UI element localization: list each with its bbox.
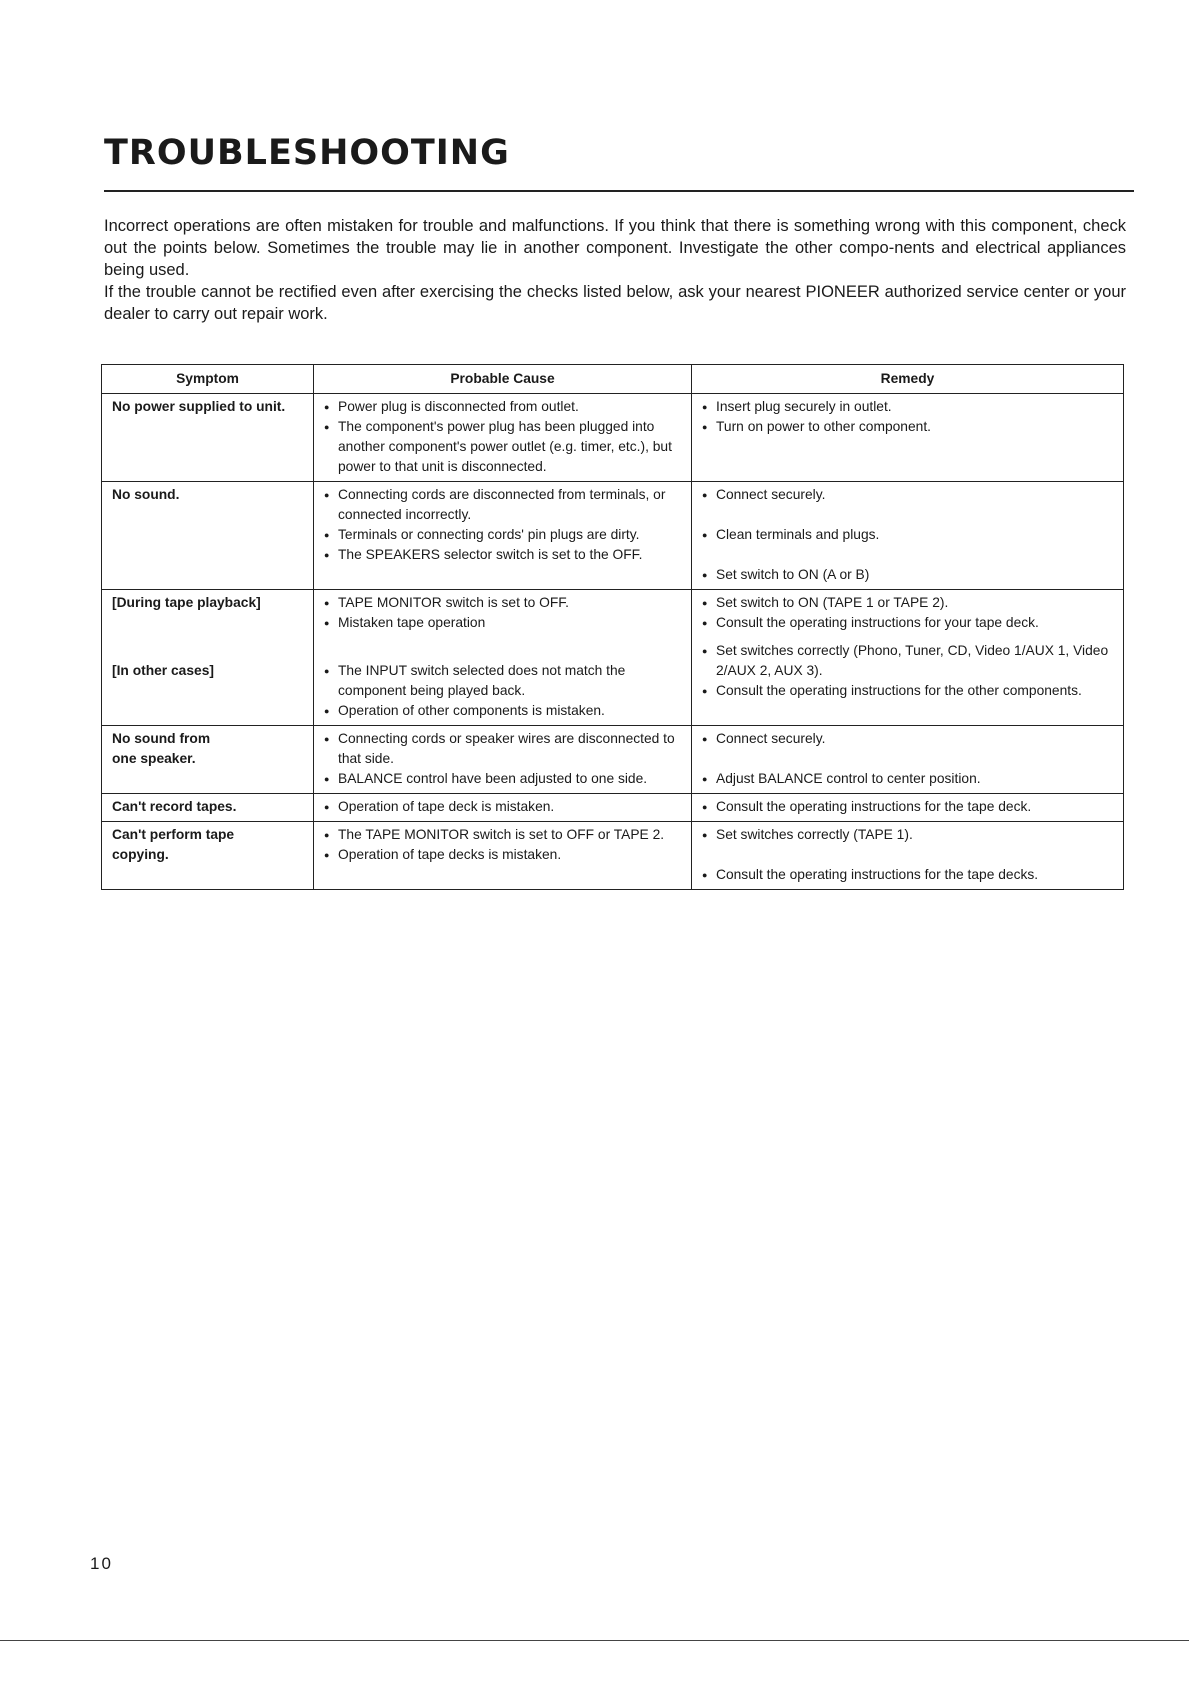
cause-item: ● Operation of tape decks is mistaken. <box>324 845 681 865</box>
remedy-item: ● Clean terminals and plugs. <box>702 525 1113 545</box>
cause-item: ● The TAPE MONITOR switch is set to OFF or TAPE 2. <box>324 825 681 845</box>
remedy-item: ● Consult the operating instructions for your tape deck. <box>702 613 1113 633</box>
symptom-cell <box>102 822 314 890</box>
header-symptom: Symptom <box>102 365 314 394</box>
symptom-label: [During tape playback] <box>112 595 261 610</box>
troubleshooting-table <box>101 364 1124 890</box>
cause-item: ● Operation of other components is mistaken. <box>324 701 681 721</box>
table-row <box>102 590 1124 726</box>
symptom-label: [In other cases] <box>112 663 214 678</box>
header-remedy: Remedy <box>692 365 1124 394</box>
remedy-item: ● Connect securely. <box>702 729 1113 749</box>
table-row <box>102 822 1124 890</box>
cause-item: ● BALANCE control have been adjusted to one side. <box>324 769 681 789</box>
header-probable-cause: Probable Cause <box>314 365 692 394</box>
cause-cell <box>314 794 692 822</box>
remedy-cell <box>692 726 1124 794</box>
remedy-item: ● Consult the operating instructions for the tape deck. <box>702 797 1113 817</box>
symptom-label: No sound from one speaker. <box>112 731 211 766</box>
remedy-cell <box>692 794 1124 822</box>
footer-divider <box>0 1640 1189 1641</box>
remedy-item: ● Insert plug securely in outlet. <box>702 397 1113 417</box>
remedy-item: ● Set switches correctly (Phono, Tuner, CD, Video 1/AUX 1, Video 2/AUX 2, AUX 3). <box>702 641 1113 681</box>
cause-item: ● The SPEAKERS selector switch is set to the OFF. <box>324 545 681 565</box>
page-number: 10 <box>90 1554 113 1573</box>
cause-cell <box>314 822 692 890</box>
symptom-cell <box>102 394 314 482</box>
remedy-item: ● Turn on power to other component. <box>702 417 1113 437</box>
intro-paragraph: If the trouble cannot be rectified even after exercising the checks listed below, ask your nearest PIONEER authorized service center or your dealer to carry out repair work. <box>104 283 1126 323</box>
symptom-label: Can't perform tape copying. <box>112 827 235 862</box>
cause-cell <box>314 726 692 794</box>
remedy-cell <box>692 590 1124 726</box>
remedy-item: ● Consult the operating instructions for the tape decks. <box>702 865 1113 885</box>
remedy-item: ● Consult the operating instructions for the other components. <box>702 681 1113 701</box>
remedy-item: ● Set switch to ON (TAPE 1 or TAPE 2). <box>702 593 1113 613</box>
table-row <box>102 794 1124 822</box>
table-row <box>102 394 1124 482</box>
symptom-cell <box>102 794 314 822</box>
cause-item: ● Connecting cords or speaker wires are disconnected to that side. <box>324 729 681 769</box>
remedy-item: ● Connect securely. <box>702 485 1113 505</box>
symptom-label: No power supplied to unit. <box>112 399 286 414</box>
symptom-cell <box>102 482 314 590</box>
cause-item: ● Connecting cords are disconnected from terminals, or connected incorrectly. <box>324 485 681 525</box>
cause-item: ● The component's power plug has been plugged into another component's power outlet (e.g. timer, etc.), but power to that unit is disconnected. <box>324 417 681 477</box>
remedy-cell <box>692 394 1124 482</box>
cause-item: ● Power plug is disconnected from outlet. <box>324 397 681 417</box>
symptom-cell <box>102 726 314 794</box>
remedy-item: ● Adjust BALANCE control to center position. <box>702 769 1113 789</box>
page-title: TROUBLESHOOTING <box>104 133 510 173</box>
intro-paragraph: Incorrect operations are often mistaken for trouble and malfunctions. If you think that there is something wrong with this component, check out the points below. Sometimes the trouble may lie in another component. Investigate the other compo-nents and electrical appliances being used. <box>104 217 1126 279</box>
intro-text <box>104 215 1126 325</box>
title-divider <box>104 190 1134 192</box>
table-header-row <box>102 365 1124 394</box>
remedy-item: ● Set switches correctly (TAPE 1). <box>702 825 1113 845</box>
cause-item: ● Mistaken tape operation <box>324 613 681 633</box>
cause-item: ● The INPUT switch selected does not match the component being played back. <box>324 661 681 701</box>
cause-item: ● Operation of tape deck is mistaken. <box>324 797 681 817</box>
remedy-cell <box>692 482 1124 590</box>
cause-item: ● TAPE MONITOR switch is set to OFF. <box>324 593 681 613</box>
cause-item: ● Terminals or connecting cords' pin plugs are dirty. <box>324 525 681 545</box>
cause-cell <box>314 590 692 726</box>
table-row <box>102 482 1124 590</box>
cause-cell <box>314 482 692 590</box>
symptom-label: No sound. <box>112 487 180 502</box>
cause-cell <box>314 394 692 482</box>
remedy-cell <box>692 822 1124 890</box>
table-row <box>102 726 1124 794</box>
symptom-cell <box>102 590 314 726</box>
symptom-label: Can't record tapes. <box>112 799 237 814</box>
remedy-item: ● Set switch to ON (A or B) <box>702 565 1113 585</box>
